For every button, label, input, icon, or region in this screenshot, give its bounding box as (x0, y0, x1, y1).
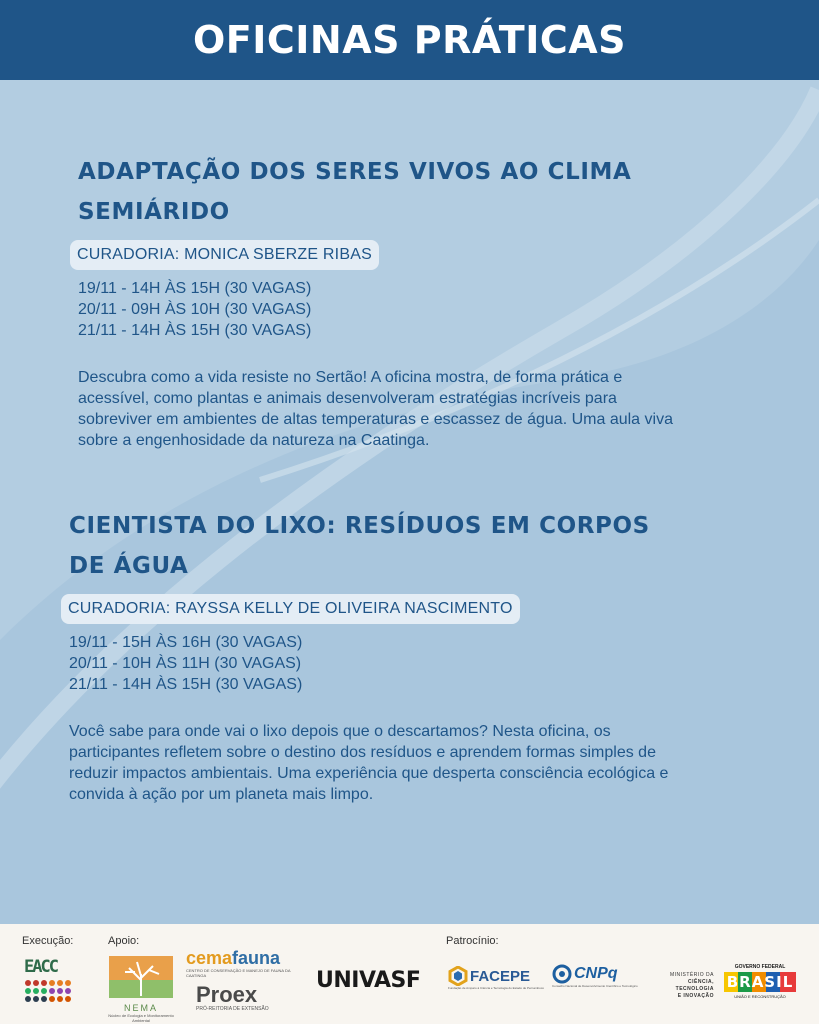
patrocinio-label: Patrocínio: (446, 935, 499, 947)
gov-logo-line3: UNIÃO E RECONSTRUÇÃO (734, 994, 786, 999)
facepe-logo (448, 966, 544, 1000)
facepe-icon (448, 966, 468, 986)
cemafauna-logo-part2: fauna (232, 948, 281, 968)
session-item: 19/11 - 15H ÀS 16H (30 VAGAS) (69, 634, 303, 651)
curadoria-badge: CURADORIA: MONICA SBERZE RIBAS (70, 240, 379, 270)
cemafauna-logo-part1: cema (186, 948, 233, 968)
workshop-title-line2: DE ÁGUA (69, 553, 189, 579)
session-item: 20/11 - 10H ÀS 11H (30 VAGAS) (69, 655, 302, 672)
cemafauna-logo (186, 948, 306, 978)
proex-logo (196, 984, 292, 1020)
proex-logo-text: Proex (196, 982, 258, 1007)
session-list (69, 632, 759, 695)
nema-logo-text: NEMA (123, 1003, 158, 1013)
nema-logo (108, 956, 174, 1023)
session-item: 21/11 - 14H ÀS 15H (30 VAGAS) (78, 322, 312, 339)
cnpq-logo-subtext: Conselho Nacional de Desenvolvimento Científico e Tecnológico (552, 984, 638, 988)
description-line: Descubra como a vida resiste no Sertão! A oficina mostra, de forma prática e (78, 369, 623, 386)
curadoria-badge: CURADORIA: RAYSSA KELLY DE OLIVEIRA NASCIMENTO (61, 594, 520, 624)
workshop-section-1 (78, 152, 758, 451)
univasf-logo (316, 968, 436, 998)
description-line: participantes refletem sobre o destino dos resíduos e aprendem formas simples de (69, 744, 656, 761)
gov-logo-line2: BRASIL (726, 973, 794, 991)
session-list (78, 278, 758, 341)
workshop-title (69, 506, 759, 586)
cnpq-logo (552, 964, 642, 1000)
description-line: reduzir impactos ambientais. Uma experiência que desperta consciência ecológica e (69, 765, 669, 782)
cemafauna-logo-subtext: CENTRO DE CONSERVAÇÃO E MANEJO DE FAUNA DA CAATINGA (186, 968, 291, 978)
brasil-mark (722, 971, 798, 993)
sponsors-footer (0, 924, 819, 1024)
workshop-title-line2: SEMIÁRIDO (78, 199, 230, 225)
univasf-logo-text: UNIVASF (316, 968, 421, 993)
description-line: Você sabe para onde vai o lixo depois que o descartamos? Nesta oficina, os (69, 723, 611, 740)
eacc-dots-icon (24, 978, 74, 1010)
session-item: 20/11 - 09H ÀS 10H (30 VAGAS) (78, 301, 312, 318)
nema-logo-subtext: Núcleo de Ecologia e Monitoramento Ambiental (108, 1013, 174, 1023)
mcti-logo-line2: CIÊNCIA, TECNOLOGIA (675, 979, 714, 992)
proex-logo-subtext: PRÓ-REITORIA DE EXTENSÃO (196, 1006, 269, 1012)
mcti-logo (652, 972, 714, 1000)
description-line: convida à ação por um planeta mais limpo. (69, 786, 374, 803)
workshop-title-line1: CIENTISTA DO LIXO: RESÍDUOS EM CORPOS (69, 513, 650, 539)
session-item: 19/11 - 14H ÀS 15H (30 VAGAS) (78, 280, 312, 297)
cnpq-icon (552, 964, 572, 984)
cnpq-logo-text: CNPq (574, 965, 618, 982)
eacc-logo-text: EACC (24, 957, 57, 977)
eacc-logo (24, 956, 74, 1014)
facepe-logo-text: FACEPE (470, 967, 531, 985)
governo-federal-logo (722, 964, 798, 1004)
gov-logo-line1: GOVERNO FEDERAL (734, 964, 786, 970)
execucao-label: Execução: (22, 935, 74, 947)
apoio-label: Apoio: (108, 935, 140, 947)
workshop-title (78, 152, 758, 232)
mcti-logo-line3: E INOVAÇÃO (677, 993, 714, 999)
facepe-logo-subtext: Fundação de Amparo à Ciência e Tecnologia do Estado de Pernambuco (448, 986, 545, 990)
mcti-logo-line1: MINISTÉRIO DA (669, 972, 714, 978)
page-header (0, 0, 819, 80)
tree-icon (109, 956, 173, 998)
description-line: sobre a engenhosidade da natureza na Caatinga. (78, 432, 430, 449)
description-line: acessível, como plantas e animais desenvolveram estratégias incríveis para (78, 390, 617, 407)
workshop-description (69, 721, 759, 805)
workshop-section-2 (69, 506, 759, 805)
description-line: sobreviver em ambientes de altas temperaturas e escassez de água. Uma aula viva (78, 411, 673, 428)
workshop-description (78, 367, 758, 451)
session-item: 21/11 - 14H ÀS 15H (30 VAGAS) (69, 676, 303, 693)
page-title: OFICINAS PRÁTICAS (192, 18, 627, 62)
workshop-title-line1: ADAPTAÇÃO DOS SERES VIVOS AO CLIMA (78, 159, 632, 185)
cemafauna-logo-text (186, 948, 306, 968)
